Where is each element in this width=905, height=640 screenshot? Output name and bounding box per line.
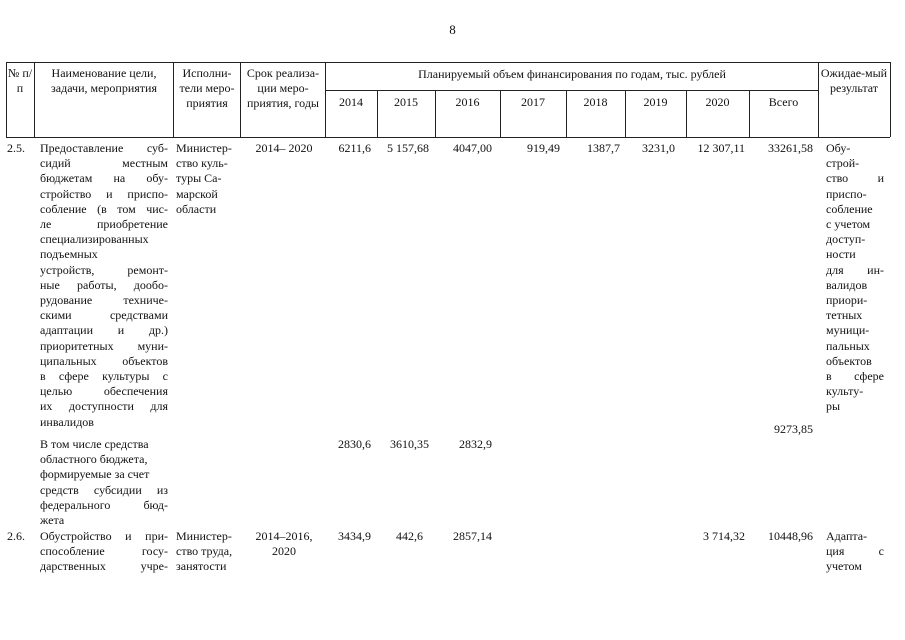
header-executor: Исполни-тели меро-приятия [179,66,235,111]
col-border [818,62,819,137]
row-2-6-value-2016: 2857,14 [453,529,492,543]
row-2-6-value-total: 10448,96 [768,529,813,543]
header-year: 2019 [643,95,668,109]
col-border [890,62,891,137]
row-2-6-executor: Министер- ство труда, занятости [176,529,233,574]
header-year: 2015 [394,95,418,109]
row-2-5-num: 2.5. [7,141,25,155]
header-year: 2020 [705,95,730,109]
row-2-5-result: Обу- строй- ство и приспо- собление с учетом доступ- ности для ин- валидов приори- тетных муници- пальных объектов в сфере культу- ры [826,141,884,414]
page-number: 8 [449,22,456,37]
row-2-5-value-2014: 6211,6 [338,141,371,155]
row-2-6-num: 2.6. [7,529,25,543]
header-name: Наименование цели, задачи, мероприятия [51,66,157,96]
row-2-6-value-2015: 442,6 [396,529,423,543]
row-2-5-value-2017: 919,49 [527,141,560,155]
years-header-divider [325,90,818,91]
row-2-6-value-2020: 3 714,32 [703,529,745,543]
row-2-5-value-2015: 5 157,68 [387,141,429,155]
row-2-5-sub-value-2014: 2830,6 [338,437,371,451]
row-2-5-name: Предоставление суб- сидий местным бюджетам на обу- стройство и приспо- собление (в том чис- ле приобретение специализированных подъемных устройств, ремонт- ные работы, дообо- рудование техниче- скими средствами адаптации и др.) приоритетных муни- ципальных объектов в сфере культуры с целью обеспечения их доступности для инвалидов [40,141,168,429]
header-result: Ожидае-мый результат [820,66,888,96]
row-2-5-term: 2014– 2020 [255,141,313,155]
row-2-6-value-2014: 3434,9 [338,529,371,543]
row-2-5-sub-name: В том числе средства областного бюджета, формируемые за счет средств субсидии из федерального бюд- жета [40,437,168,528]
col-border [240,62,241,137]
header-funding-title: Планируемый объем финансирования по годам, тыс. рублей [418,67,726,81]
header-num: № п/п [7,66,33,96]
table-top-border [6,62,890,63]
row-2-5-value-total: 33261,58 [768,141,813,155]
row-2-6-term: 2014–2016, 2020 [255,529,313,559]
header-year: 2017 [521,95,545,109]
row-2-5-value-2020: 12 307,11 [697,141,745,155]
header-bottom-border [6,137,890,138]
row-2-6-name: Обустройство и при- способление госу- дарственных учре- [40,529,168,574]
col-border [173,62,174,137]
row-2-5-value-2019: 3231,0 [642,141,675,155]
row-2-5-value-2018: 1387,7 [587,141,620,155]
header-term: Срок реализа-ции меро-приятия, годы [246,66,320,111]
row-2-5-sub-total: 9273,85 [774,422,813,436]
row-2-5-sub-value-2016: 2832,9 [459,437,492,451]
header-year: 2014 [339,95,363,109]
header-total: Всего [768,95,799,109]
row-2-5-value-2016: 4047,00 [453,141,492,155]
header-year: 2016 [455,95,480,109]
col-border [34,62,35,137]
row-2-5-sub-value-2015: 3610,35 [390,437,429,451]
row-2-5-executor: Министер- ство куль- туры Са- марской области [176,141,232,216]
header-year: 2018 [583,95,608,109]
row-2-6-result: Адапта- ция с учетом [826,529,884,574]
